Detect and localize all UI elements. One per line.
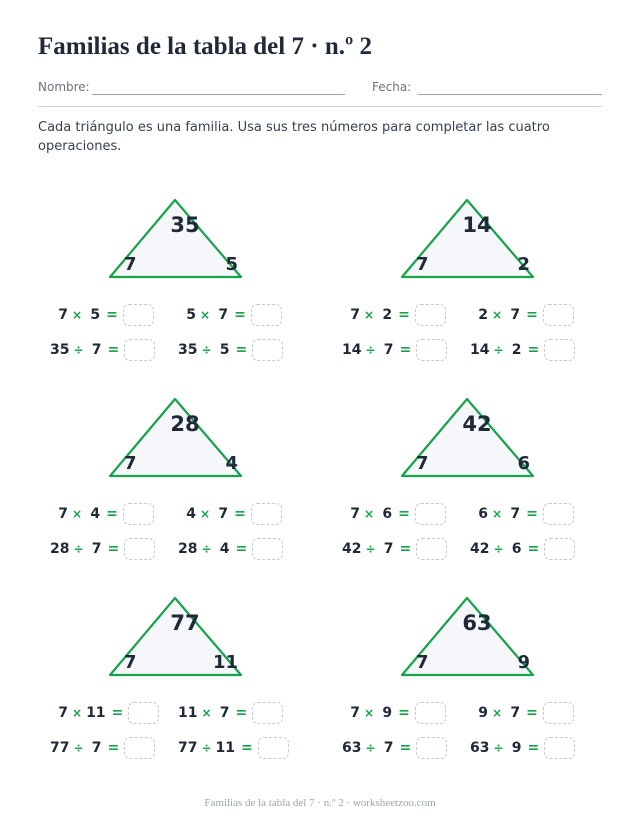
equals-sign: = <box>107 740 120 756</box>
equals-sign: = <box>234 307 246 323</box>
operand-a: 6 <box>478 506 488 522</box>
answer-box[interactable] <box>124 339 155 361</box>
equation <box>178 537 283 561</box>
name-field <box>38 80 90 94</box>
date-field <box>372 80 411 94</box>
equation <box>178 303 282 327</box>
equals-sign: = <box>399 740 412 756</box>
operand-b: 7 <box>383 342 394 358</box>
equals-sign: = <box>399 342 412 358</box>
operand-b: 4 <box>90 506 101 522</box>
triangle-number-left: 7 <box>416 652 429 673</box>
operator-sign: ÷ <box>493 741 504 755</box>
operand-b: 11 <box>215 740 236 756</box>
answer-box[interactable] <box>415 304 446 326</box>
operator-sign: × <box>364 507 375 521</box>
equation <box>470 502 574 526</box>
equation <box>342 537 447 561</box>
triangle-number-left: 7 <box>416 254 429 275</box>
operator-sign: ÷ <box>201 741 212 755</box>
operand-a: 14 <box>342 342 362 358</box>
operand-b: 2 <box>382 307 393 323</box>
operand-b: 7 <box>218 506 229 522</box>
operator-sign: × <box>72 308 83 322</box>
equals-sign: = <box>399 541 412 557</box>
answer-box[interactable] <box>543 503 574 525</box>
operand-a: 14 <box>470 342 490 358</box>
operand-b: 6 <box>382 506 393 522</box>
equation <box>342 701 446 725</box>
equation <box>178 338 283 362</box>
triangle-number-left: 7 <box>124 652 137 673</box>
fact-family <box>342 596 612 766</box>
operand-a: 42 <box>470 541 490 557</box>
operand-b: 9 <box>382 705 393 721</box>
answer-box[interactable] <box>124 737 155 759</box>
equals-sign: = <box>106 307 118 323</box>
equation <box>50 502 154 526</box>
operand-a: 5 <box>186 307 196 323</box>
equals-sign: = <box>527 541 540 557</box>
fact-family <box>342 198 612 368</box>
operator-sign: ÷ <box>493 343 504 357</box>
equation <box>342 736 447 760</box>
operand-b: 7 <box>510 506 521 522</box>
answer-box[interactable] <box>123 304 154 326</box>
answer-box[interactable] <box>252 702 283 724</box>
operator-sign: ÷ <box>493 542 504 556</box>
operator-sign: × <box>364 706 375 720</box>
operator-sign: × <box>492 308 503 322</box>
equation <box>342 502 446 526</box>
operand-a: 7 <box>58 506 68 522</box>
operand-b: 5 <box>90 307 101 323</box>
operand-a: 42 <box>342 541 362 557</box>
equals-sign: = <box>398 307 410 323</box>
answer-box[interactable] <box>251 304 282 326</box>
operand-b: 7 <box>510 307 521 323</box>
operator-sign: × <box>72 706 83 720</box>
equals-sign: = <box>106 506 118 522</box>
operand-a: 4 <box>186 506 196 522</box>
answer-box[interactable] <box>544 339 575 361</box>
equals-sign: = <box>107 541 120 557</box>
date-line[interactable] <box>418 94 602 95</box>
equals-sign: = <box>527 342 540 358</box>
page-title: Familias de la tabla del 7 · n.º 2 <box>38 33 372 60</box>
operator-sign: × <box>492 706 503 720</box>
operator-sign: ÷ <box>365 343 376 357</box>
operand-a: 7 <box>350 705 360 721</box>
equals-sign: = <box>235 705 248 721</box>
operator-sign: ÷ <box>73 343 84 357</box>
operand-a: 28 <box>50 541 70 557</box>
operand-a: 28 <box>178 541 198 557</box>
operator-sign: ÷ <box>365 741 376 755</box>
fact-family <box>342 397 612 567</box>
operator-sign: ÷ <box>201 542 212 556</box>
operand-a: 63 <box>342 740 362 756</box>
equals-sign: = <box>235 541 248 557</box>
triangle-number-right: 5 <box>225 254 238 275</box>
equation <box>50 303 154 327</box>
equals-sign: = <box>526 705 538 721</box>
equals-sign: = <box>526 506 538 522</box>
instructions: Cada triángulo es una familia. Usa sus tres números para completar las cuatro operaciones. <box>38 120 550 154</box>
operand-a: 35 <box>178 342 198 358</box>
answer-box[interactable] <box>252 538 283 560</box>
operand-a: 7 <box>350 307 360 323</box>
answer-box[interactable] <box>128 702 159 724</box>
header-divider <box>38 106 602 107</box>
operand-b: 7 <box>219 705 230 721</box>
operand-a: 35 <box>50 342 70 358</box>
operand-b: 2 <box>511 342 522 358</box>
triangle-number-right: 4 <box>225 453 238 474</box>
operand-b: 4 <box>219 541 230 557</box>
answer-box[interactable] <box>416 737 447 759</box>
answer-box[interactable] <box>416 339 447 361</box>
equals-sign: = <box>527 740 540 756</box>
operand-a: 63 <box>470 740 490 756</box>
triangle-number-top: 77 <box>170 611 200 635</box>
answer-box[interactable] <box>544 538 575 560</box>
operator-sign: × <box>201 706 212 720</box>
fact-family <box>50 596 320 766</box>
fact-family <box>50 397 320 567</box>
operand-b: 5 <box>219 342 230 358</box>
equation <box>470 303 574 327</box>
operand-a: 9 <box>478 705 488 721</box>
equals-sign: = <box>111 705 124 721</box>
operand-a: 7 <box>350 506 360 522</box>
equation <box>50 537 155 561</box>
operator-sign: ÷ <box>365 542 376 556</box>
equals-sign: = <box>235 342 248 358</box>
equation <box>178 736 289 760</box>
equation <box>50 701 159 725</box>
triangle-number-top: 35 <box>170 213 200 237</box>
operator-sign: × <box>72 507 83 521</box>
operand-b: 7 <box>510 705 521 721</box>
equation <box>50 338 155 362</box>
answer-box[interactable] <box>543 304 574 326</box>
answer-box[interactable] <box>252 339 283 361</box>
answer-box[interactable] <box>415 702 446 724</box>
answer-box[interactable] <box>124 538 155 560</box>
answer-box[interactable] <box>416 538 447 560</box>
equals-sign: = <box>526 307 538 323</box>
operand-a: 7 <box>58 705 68 721</box>
answer-box[interactable] <box>544 737 575 759</box>
date-label: Fecha: <box>372 80 412 94</box>
operator-sign: × <box>492 507 503 521</box>
triangle-number-top: 14 <box>462 213 492 237</box>
triangle-number-top: 63 <box>462 611 492 635</box>
triangle-number-right: 2 <box>517 254 530 275</box>
operand-a: 7 <box>58 307 68 323</box>
equals-sign: = <box>398 705 410 721</box>
fact-family <box>50 198 320 368</box>
operand-a: 11 <box>178 705 198 721</box>
answer-box[interactable] <box>123 503 154 525</box>
operand-a: 77 <box>178 740 198 756</box>
answer-box[interactable] <box>251 503 282 525</box>
triangle-number-top: 28 <box>170 412 200 436</box>
equals-sign: = <box>398 506 410 522</box>
operand-b: 11 <box>86 705 106 721</box>
operator-sign: ÷ <box>73 741 84 755</box>
operator-sign: ÷ <box>201 343 212 357</box>
operand-b: 7 <box>218 307 229 323</box>
triangle-number-left: 7 <box>416 453 429 474</box>
operator-sign: ÷ <box>73 542 84 556</box>
operand-b: 7 <box>91 342 102 358</box>
equation <box>470 338 575 362</box>
equals-sign: = <box>241 740 253 756</box>
triangle-number-right: 6 <box>517 453 530 474</box>
operand-b: 6 <box>511 541 522 557</box>
operator-sign: × <box>200 507 211 521</box>
answer-box[interactable] <box>415 503 446 525</box>
footer: Familias de la tabla del 7 · n.º 2 · worksheetzoo.com <box>204 797 436 809</box>
name-label: Nombre: <box>38 80 90 94</box>
triangle-number-left: 7 <box>124 453 137 474</box>
equation <box>178 701 283 725</box>
equation <box>50 736 155 760</box>
equals-sign: = <box>234 506 246 522</box>
operand-b: 7 <box>91 740 102 756</box>
operand-a: 77 <box>50 740 70 756</box>
answer-box[interactable] <box>543 702 574 724</box>
triangle-number-top: 42 <box>462 412 492 436</box>
equation <box>470 701 574 725</box>
triangle-number-left: 7 <box>124 254 137 275</box>
operator-sign: × <box>364 308 375 322</box>
operand-a: 2 <box>478 307 488 323</box>
equals-sign: = <box>107 342 120 358</box>
operand-b: 7 <box>383 740 394 756</box>
answer-box[interactable] <box>258 737 289 759</box>
equation <box>470 736 575 760</box>
operand-b: 9 <box>511 740 522 756</box>
operand-b: 7 <box>91 541 102 557</box>
equation <box>470 537 575 561</box>
operator-sign: × <box>200 308 211 322</box>
equation <box>342 338 447 362</box>
name-line[interactable] <box>92 94 345 95</box>
operand-b: 7 <box>383 541 394 557</box>
equation <box>342 303 446 327</box>
equation <box>178 502 282 526</box>
triangle-number-right: 11 <box>212 652 238 673</box>
triangle-number-right: 9 <box>517 652 530 673</box>
